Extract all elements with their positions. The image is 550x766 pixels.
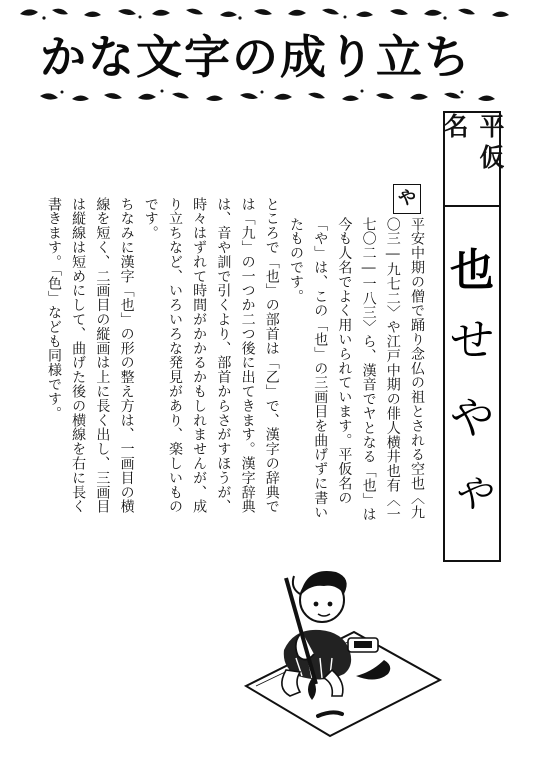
paragraph: 平安中期の僧で踊り念仏の祖とされる空也〈九〇三―九七二〉や江戸中期の俳人横井也有〈一七〇二―一八三〉ら、漢音でヤとなる「也」は今も人名でよく用いられています。平仮名の「や」は、この「也」の三画目を曲げずに書いたものです。 xyxy=(287,217,425,522)
kana-label-box: や xyxy=(393,184,421,214)
evolution-brush-stage: や xyxy=(452,472,491,516)
evolution-kana-stage: や xyxy=(450,393,494,444)
article-body xyxy=(45,183,429,528)
calligraphy-child-illustration xyxy=(236,558,444,740)
decorative-brush-border-top xyxy=(0,2,550,24)
evolution-kanji-stage: 也 xyxy=(450,245,494,296)
page-title: かな文字の成り立ち xyxy=(40,30,472,84)
character-evolution-column xyxy=(443,207,501,562)
section-heading: 平仮名 xyxy=(440,113,505,175)
paragraph: ちなみに漢字「也」の形の整え方は、一画目の横線を短く、二画目の縦画は上に長く出し、三画目は縦線は短めにして、曲げた後の横線を右に長く書きます。「色」なども同様です。 xyxy=(45,197,135,514)
evolution-cursive-stage: せ xyxy=(450,315,494,366)
decorative-brush-border-bottom xyxy=(0,86,550,108)
paragraph: ところで「也」の部首は「乙」で、漢字の辞典では「九」の一つか二つ後に出てきます。漢字辞典は、音や訓で引くより、部首からさがすほうが、時々はずれて時間がかかるかもしれませんが、成り立ちなど、いろいろな発見があり、楽しいものです。 xyxy=(142,197,280,514)
section-heading-box xyxy=(440,111,505,207)
